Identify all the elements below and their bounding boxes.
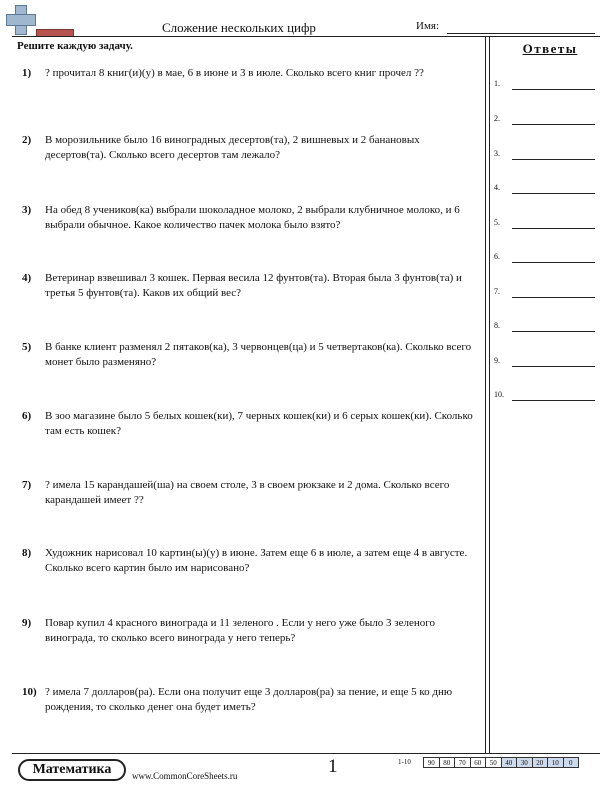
page-number: 1: [328, 756, 338, 777]
score-cell: 60: [470, 757, 487, 768]
score-cell: 20: [532, 757, 549, 768]
answer-line[interactable]: [512, 366, 595, 367]
problem-text: В банке клиент разменял 2 пятаков(ка), 3 червонцев(ца) и 5 четвертаков(ка). Сколько всего монет было разменяно?: [45, 341, 472, 368]
problem-text: ? имела 15 карандашей(ша) на своем столе, 3 в своем рюкзаке и 2 дома. Сколько всего карандашей имеет ??: [45, 479, 450, 506]
answer-line[interactable]: [512, 159, 595, 160]
answer-row-6: [494, 252, 598, 266]
answer-row-8: [494, 321, 598, 335]
answer-line[interactable]: [512, 331, 595, 332]
score-cell: 30: [516, 757, 533, 768]
answer-number: 4.: [494, 183, 500, 192]
problem-text: Художник нарисовал 10 картин(ы)(у) в июне. Затем еще 6 в июле, а затем еще 4 в августе. Сколько всего картин было им нарисовано?: [45, 547, 468, 574]
answer-number: 9.: [494, 356, 500, 365]
answer-row-1: [494, 79, 598, 93]
answer-row-5: [494, 218, 598, 232]
instructions: Решите каждую задачу.: [17, 40, 133, 52]
problem-text: Ветеринар взвешивал 3 кошек. Первая весила 12 фунтов(та). Вторая была 3 фунтов(та) и третья 5 фунтов(та). Каков их общий вес?: [45, 272, 462, 299]
answer-row-9: [494, 356, 598, 370]
score-cell: 10: [547, 757, 564, 768]
answer-number: 1.: [494, 79, 500, 88]
score-cell: 70: [454, 757, 471, 768]
plus-icon-horizontal: [6, 14, 36, 26]
answer-line[interactable]: [512, 297, 595, 298]
problem-number: 8): [22, 547, 32, 559]
answer-number: 3.: [494, 149, 500, 158]
score-cell: 40: [501, 757, 518, 768]
problem-text: На обед 8 учеников(ка) выбрали шоколадное молоко, 2 выбрали клубничное молоко, и 6 выбрали обычное. Какое количество пачек молока было взято?: [45, 204, 460, 231]
problem-number: 1): [22, 67, 32, 79]
answer-number: 10.: [494, 390, 504, 399]
problem-number: 10): [22, 686, 37, 698]
answer-row-4: [494, 183, 598, 197]
answer-row-10: [494, 390, 598, 404]
answer-row-7: [494, 287, 598, 301]
problem-text: ? прочитал 8 книг(и)(у) в мае, 6 в июне и 3 в июле. Сколько всего книг прочел ??: [45, 67, 424, 79]
problem-text: ? имела 7 долларов(ра). Если она получит еще 3 долларов(ра) за пение, и еще 5 ко дню рождения, то сколько денег она будет иметь?: [45, 686, 453, 713]
answer-number: 5.: [494, 218, 500, 227]
problem-number: 7): [22, 479, 32, 491]
answer-row-3: [494, 149, 598, 163]
answer-number: 7.: [494, 287, 500, 296]
score-table: [424, 757, 579, 768]
logo: [6, 3, 68, 37]
answer-number: 2.: [494, 114, 500, 123]
site-url: www.CommonCoreSheets.ru: [132, 771, 238, 781]
column-divider: [485, 36, 486, 753]
column-divider: [489, 36, 490, 753]
brand-badge: Математика: [18, 759, 126, 781]
problem-text: В зоо магазине было 5 белых кошек(ки), 7 черных кошек(ки) и 6 серых кошек(ки). Сколько там есть кошек?: [45, 410, 473, 437]
answers-title: Ответы: [522, 41, 578, 56]
answer-line[interactable]: [512, 89, 595, 90]
answer-line[interactable]: [512, 193, 595, 194]
answer-line[interactable]: [512, 262, 595, 263]
score-cell: 90: [423, 757, 440, 768]
problem-number: 4): [22, 272, 32, 284]
answer-line[interactable]: [512, 124, 595, 125]
problem-text: В морозильнике было 16 виноградных десертов(та), 2 вишневых и 2 банановых десертов(та). Сколько всего десертов там лежало?: [45, 134, 420, 161]
problem-text: Повар купил 4 красного винограда и 11 зеленого . Если у него уже было 3 зеленого винограда, то сколько всего винограда у него теперь?: [45, 617, 435, 644]
problem-number: 9): [22, 617, 32, 629]
name-field-line: [447, 33, 595, 34]
answer-number: 8.: [494, 321, 500, 330]
score-cell: 0: [563, 757, 580, 768]
score-range-label: 1-10: [398, 758, 411, 766]
answer-line[interactable]: [512, 228, 595, 229]
problem-number: 3): [22, 204, 32, 216]
score-cell: 50: [485, 757, 502, 768]
answer-line[interactable]: [512, 400, 595, 401]
problem-number: 6): [22, 410, 32, 422]
footer-divider: [12, 753, 600, 754]
header-divider: [12, 36, 600, 37]
answer-row-2: [494, 114, 598, 128]
name-label: Имя:: [416, 20, 440, 32]
score-cell: 80: [439, 757, 456, 768]
page-title: Сложение нескольких цифр: [162, 20, 316, 35]
answer-number: 6.: [494, 252, 500, 261]
problem-number: 2): [22, 134, 32, 146]
problem-number: 5): [22, 341, 32, 353]
